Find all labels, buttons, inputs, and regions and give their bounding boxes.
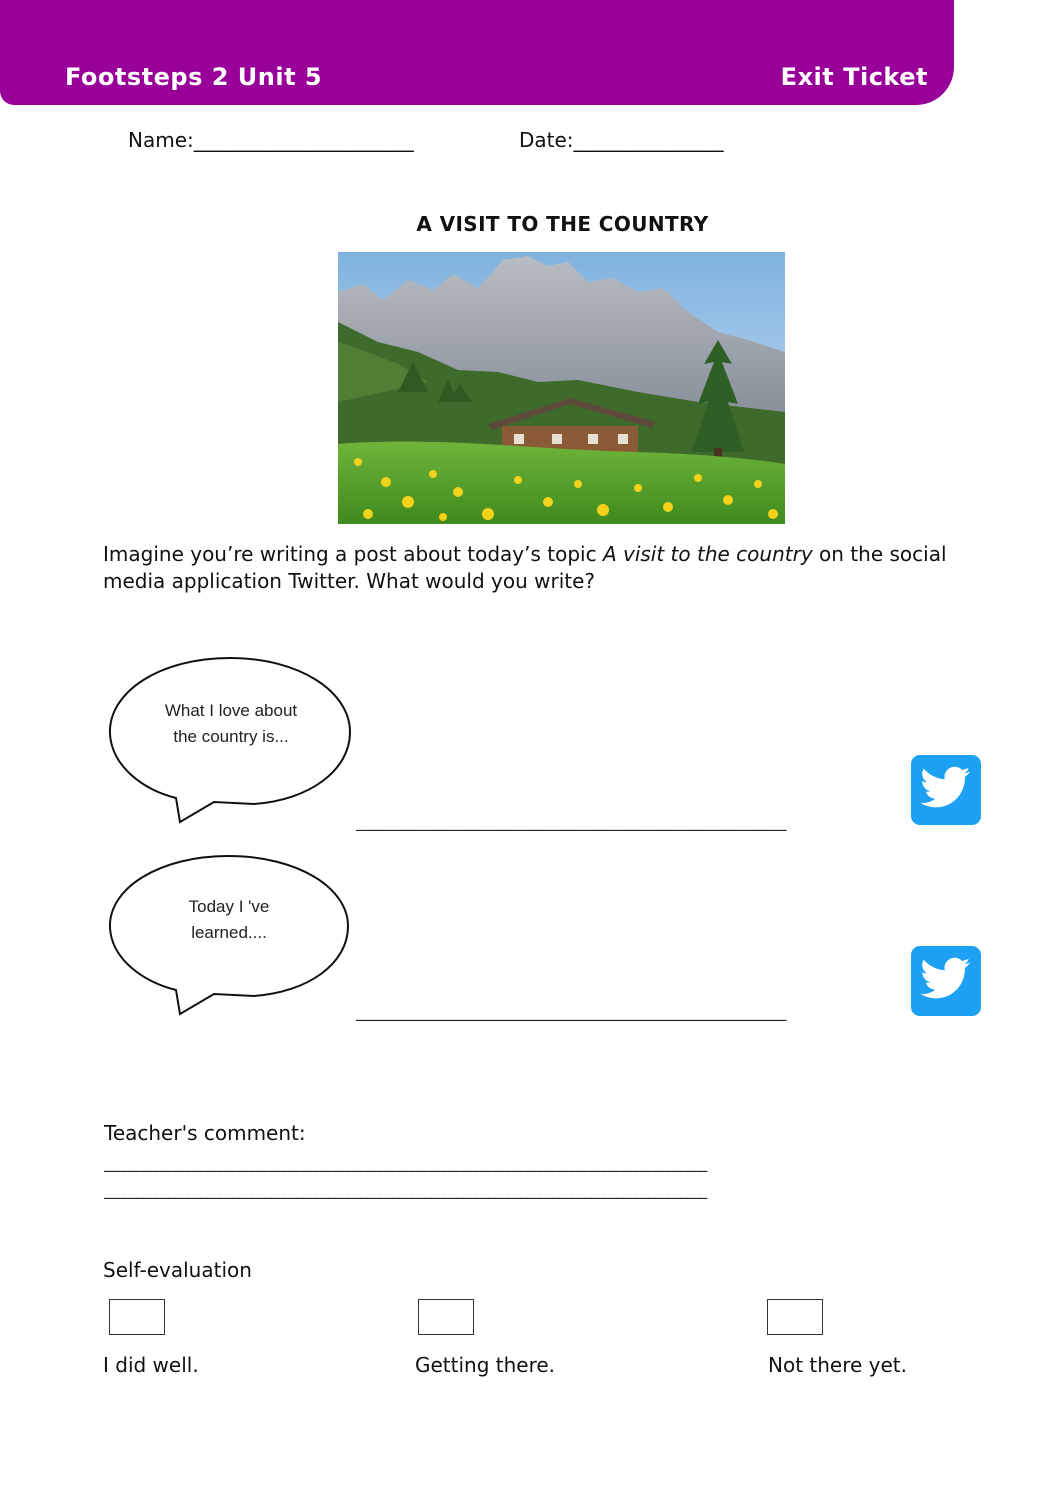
- prompt-text-start: Imagine you’re writing a post about today’s topic: [103, 542, 603, 566]
- unit-title: Footsteps 2 Unit 5: [65, 63, 323, 91]
- ticket-title: Exit Ticket: [780, 63, 928, 91]
- checkbox-not-there-yet[interactable]: [767, 1299, 823, 1335]
- date-field[interactable]: Date:_______________: [519, 128, 724, 152]
- answer-line-1[interactable]: ___________________________________________________________________: [356, 812, 785, 831]
- bubble-text-1: [131, 698, 331, 750]
- writing-prompt: [103, 541, 983, 595]
- mountain-cabin-photo: [338, 252, 785, 524]
- header-bar: [0, 0, 954, 105]
- self-evaluation-label: Self-evaluation: [103, 1258, 252, 1282]
- twitter-bird-icon: [911, 946, 981, 1016]
- teacher-comment-label: Teacher's comment:: [104, 1121, 306, 1145]
- option-getting-there: Getting there.: [415, 1353, 556, 1377]
- checkbox-getting-there[interactable]: [418, 1299, 474, 1335]
- prompt-topic: A visit to the country: [602, 542, 813, 566]
- name-field[interactable]: Name:______________________: [128, 128, 414, 152]
- answer-line-2[interactable]: ___________________________________________________________________: [356, 1002, 785, 1021]
- bubble-2-line-1: Today I 've: [188, 897, 270, 916]
- bubble-2-line-2: learned....: [191, 923, 267, 942]
- twitter-bird-icon: [911, 755, 981, 825]
- option-did-well: I did well.: [103, 1353, 199, 1377]
- prompt-text-end: on the social media application Twitter. What would you write?: [103, 542, 947, 593]
- bubble-text-2: [129, 894, 329, 946]
- option-not-there-yet: Not there yet.: [768, 1353, 908, 1377]
- teacher-comment-line-2[interactable]: ______________________________________________________________________________________________: [104, 1180, 706, 1199]
- bubble-1-line-1: What I love about: [164, 701, 298, 720]
- teacher-comment-line-1[interactable]: ______________________________________________________________________________________________: [104, 1153, 706, 1172]
- bubble-1-line-2: the country is...: [173, 727, 289, 746]
- page-title: A VISIT TO THE COUNTRY: [416, 212, 709, 236]
- checkbox-did-well[interactable]: [109, 1299, 165, 1335]
